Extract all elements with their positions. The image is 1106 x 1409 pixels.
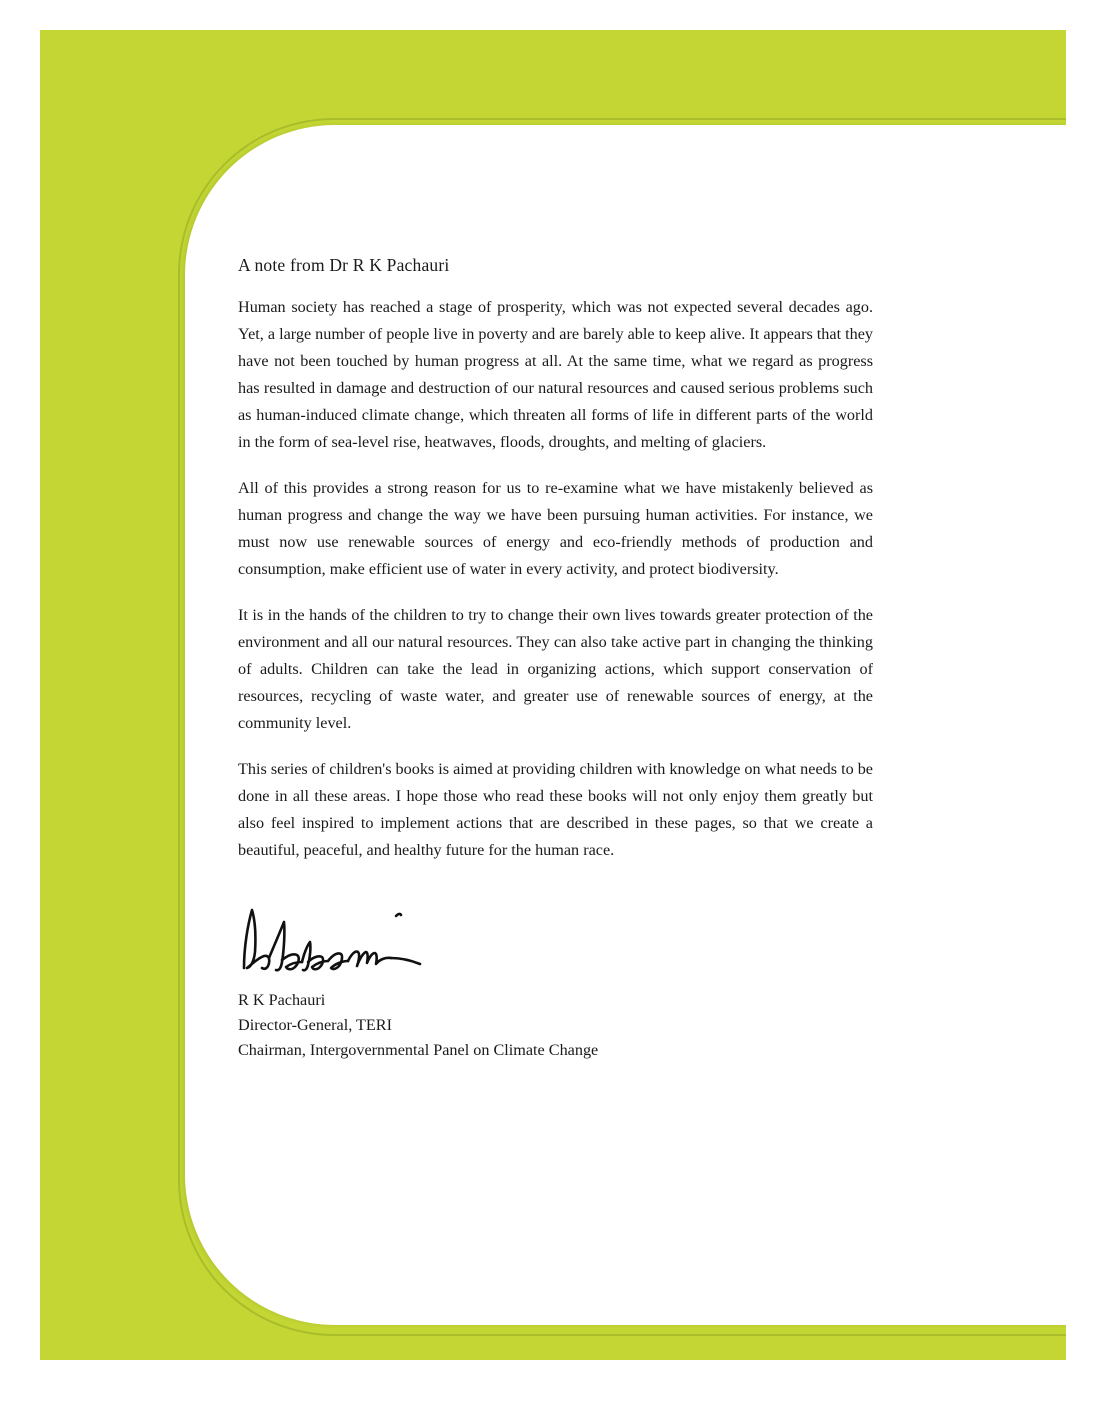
paragraph-2: All of this provides a strong reason for us to re-examine what we have mistakenly believed as human progress and change the way we have been pursuing human activities. For instance, we must now use renewable sources of energy and eco-friendly methods of production and consumption, make efficient use of water in every activity, and protect biodiversity. bbox=[238, 479, 873, 578]
signature-image bbox=[238, 898, 458, 984]
paragraph-1: Human society has reached a stage of prosperity, which was not expected several decades ago. Yet, a large number of people live in poverty and are barely able to keep alive. It appears that they have not been touched by human progress at all. At the same time, what we regard as progress has resulted in damage and destruction of our natural resources and caused serious problems such as human-induced climate change, which threaten all forms of life in different parts of the world in the form of sea-level rise, heatwaves, floods, droughts, and melting of glaciers. bbox=[238, 298, 873, 451]
signatory-role: Director-General, TERI bbox=[238, 1016, 392, 1034]
page-title: A note from Dr R K Pachauri bbox=[238, 255, 450, 275]
paragraph-3: It is in the hands of the children to try to change their own lives towards greater protection of the environment and all our natural resources. They can also take active part in changing the thinking of adults. Children can take the lead in organizing actions, which support conservation of resources, recycling of waste water, and greater use of renewable sources of energy, at the community level. bbox=[238, 606, 873, 732]
paragraph-4: This series of children's books is aimed at providing children with knowledge on what needs to be done in all these areas. I hope those who read these books will not only enjoy them greatly but also feel inspired to implement actions that are described in these pages, so that we create a beautiful, peaceful, and healthy future for the human race. bbox=[238, 760, 873, 859]
signatory-name: R K Pachauri bbox=[238, 991, 326, 1009]
letter-content bbox=[238, 255, 873, 1063]
signatory-affiliation: Chairman, Intergovernmental Panel on Climate Change bbox=[238, 1041, 599, 1059]
signature-block bbox=[238, 988, 873, 1063]
